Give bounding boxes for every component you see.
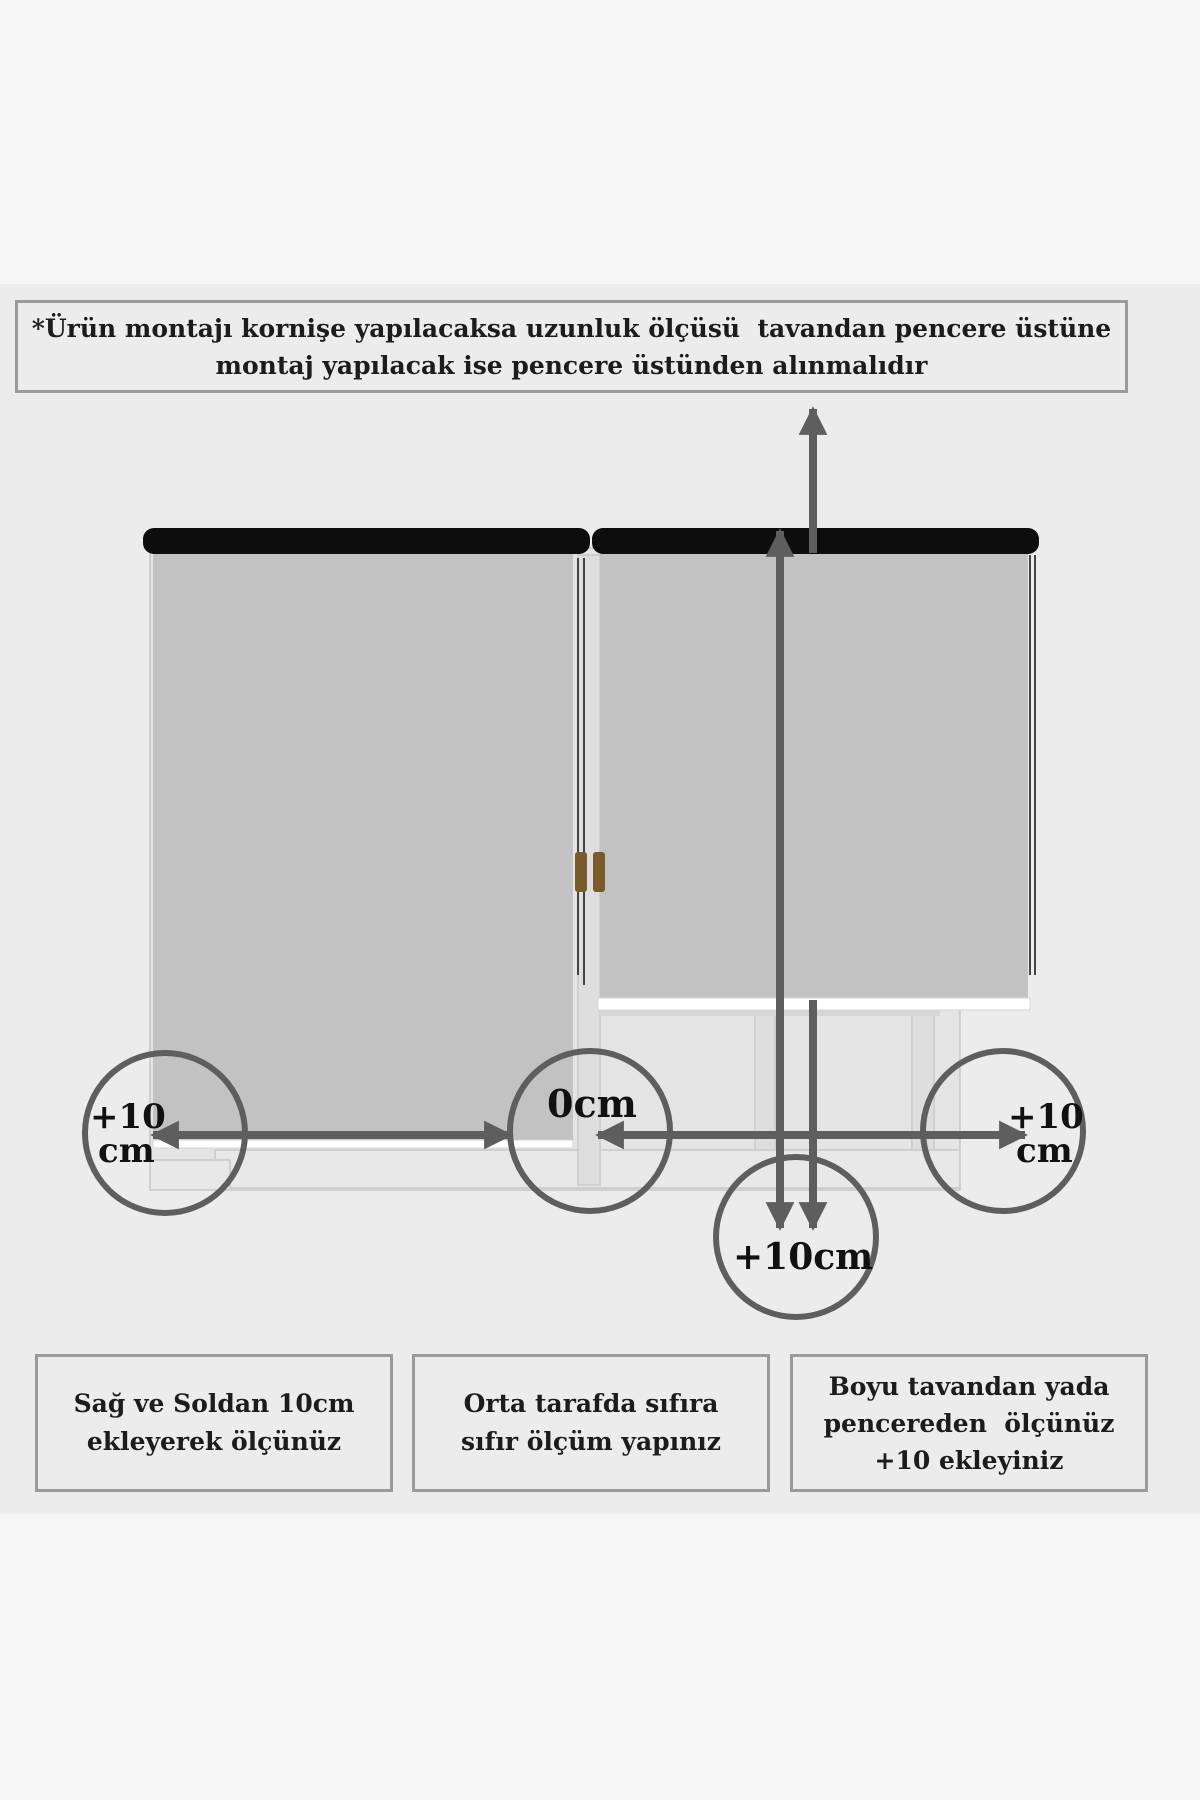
- center-measure-line-2: sıfır ölçüm yapınız: [461, 1427, 721, 1456]
- mounting-note-line-1: *Ürün montajı kornişe yapılacaksa uzunluk ölçüsü tavandan pencere üstüne: [31, 313, 1112, 343]
- label-right-unit: cm: [1016, 1131, 1073, 1171]
- side-measure-box: [35, 1354, 393, 1492]
- height-measure-line-3: +10 ekleyiniz: [874, 1445, 1064, 1475]
- center-measure-box: [412, 1354, 770, 1492]
- left-blind: [153, 548, 573, 1148]
- height-measure-line-2: pencereden ölçünüz: [823, 1408, 1115, 1438]
- label-center: 0cm: [547, 1081, 637, 1126]
- left-rail: [143, 528, 590, 554]
- height-measure-box: [790, 1354, 1148, 1492]
- label-left-plus: +10: [90, 1097, 166, 1137]
- mounting-note-line-2: montaj yapılacak ise pencere üstünden alınmalıdır: [215, 350, 928, 380]
- side-measure-line-1: Sağ ve Soldan 10cm: [73, 1389, 355, 1418]
- height-measure-line-1: Boyu tavandan yada: [828, 1371, 1110, 1401]
- side-measure-line-2: ekleyerek ölçünüz: [86, 1427, 342, 1456]
- label-right-plus: +10: [1008, 1097, 1084, 1137]
- right-blind: [598, 548, 1030, 1010]
- center-measure-line-1: Orta tarafda sıfıra: [463, 1389, 719, 1418]
- label-bottom: +10cm: [733, 1236, 874, 1278]
- label-left-unit: cm: [98, 1131, 155, 1171]
